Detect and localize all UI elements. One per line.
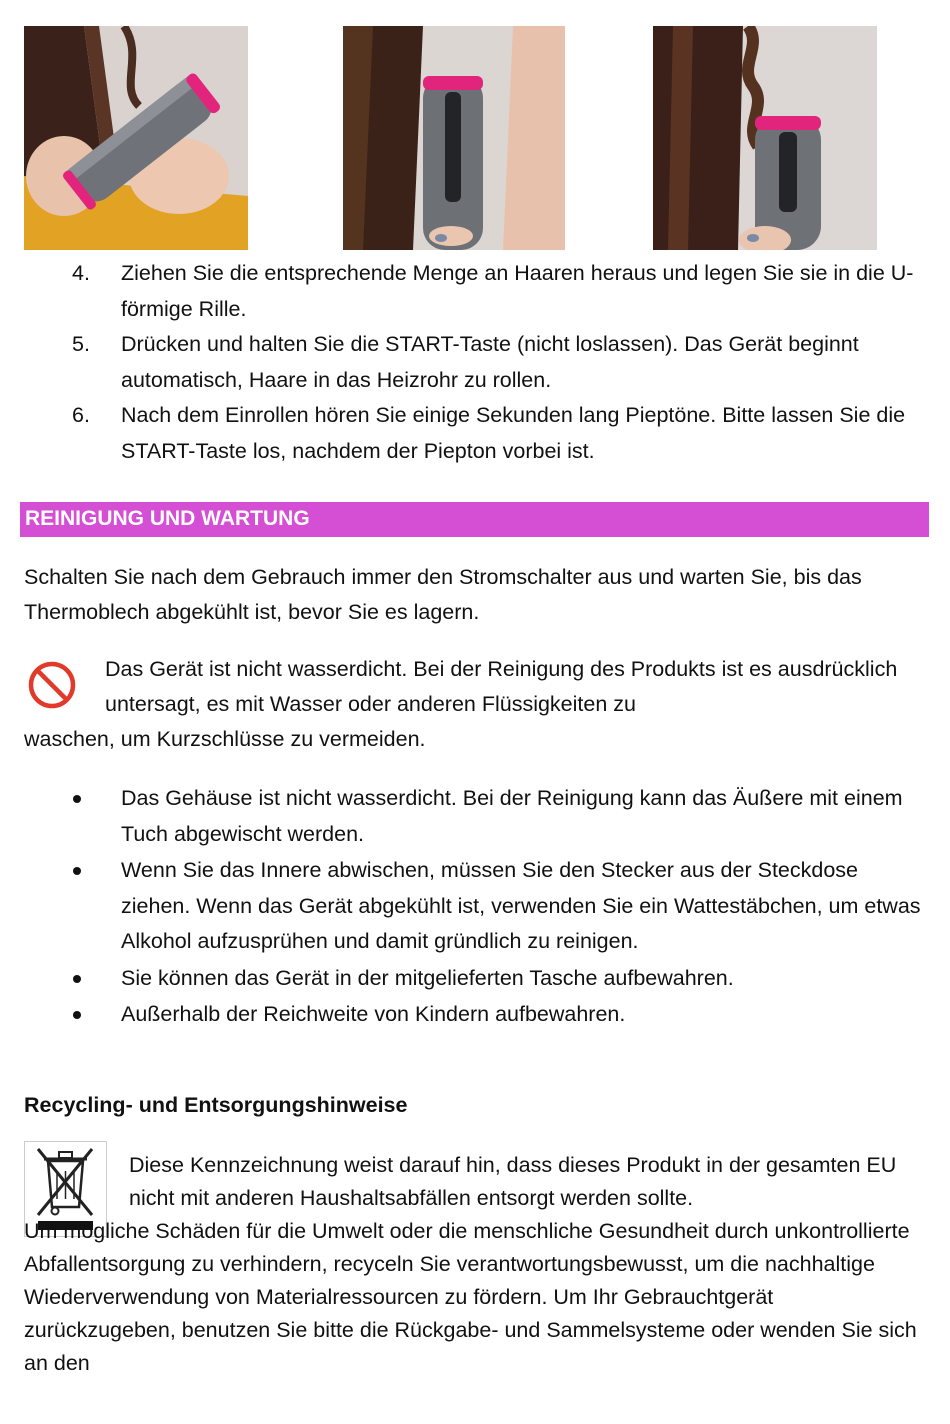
recycling-lead-text: Diese Kennzeichnung weist darauf hin, dass dieses Produkt in der gesamten EU nicht mit anderen Haushaltsabfällen entsorgt werden sollte. <box>129 1153 897 1210</box>
warning-text-line1: Das Gerät ist nicht wasserdicht. Bei der Reinigung des Produkts ist es ausdrücklich untersagt, es mit Wasser oder anderen Flüssigkeiten zu <box>105 657 898 716</box>
step-text: Ziehen Sie die entsprechende Menge an Haaren heraus und legen Sie sie in die U-förmige Rille. <box>121 261 914 321</box>
photo-hair-curler-closeup <box>343 26 565 250</box>
recycling-heading: Recycling- und Entsorgungshinweise <box>24 1093 408 1117</box>
recycling-rest-text: Um mögliche Schäden für die Umwelt oder die menschliche Gesundheit durch unkontrollierte Abfallentsorgung zu verhindern, recyceln Sie verantwortungsbewusst, um die nachhaltige Wiederverwendung von Materialressourcen zu fördern. Um Ihr Gebrauchtgerät zurückzugeben, benutzen Sie bitte die Rückgabe- und Sammelsysteme oder wenden Sie sich an den <box>24 1219 917 1375</box>
warning-paragraph <box>24 652 904 757</box>
photo-hair-curler-insert-hair <box>24 26 248 250</box>
bullet-text: Außerhalb der Reichweite von Kindern aufbewahren. <box>121 1002 626 1026</box>
list-item <box>0 256 921 327</box>
cleaning-bullet-list <box>0 781 950 1034</box>
list-item <box>0 327 921 398</box>
list-item <box>0 781 921 852</box>
photo-hair-curler-curl-result <box>653 26 877 250</box>
step-text: Nach dem Einrollen hören Sie einige Sekunden lang Pieptöne. Bitte lassen Sie die START-Taste los, nachdem der Piepton vorbei ist. <box>121 403 906 463</box>
step-text: Drücken und halten Sie die START-Taste (nicht loslassen). Das Gerät beginnt automatisch, Haare in das Heizrohr zu rollen. <box>121 332 859 392</box>
section-title: REINIGUNG UND WARTUNG <box>25 507 310 530</box>
bullet-dot <box>73 867 81 875</box>
bullet-text: Das Gehäuse ist nicht wasserdicht. Bei der Reinigung kann das Äußere mit einem Tuch abgewischt werden. <box>121 786 903 846</box>
step-number: 6. <box>72 403 90 427</box>
list-item <box>0 961 921 997</box>
steps-list <box>0 256 950 469</box>
bullet-dot <box>73 975 81 983</box>
warning-text-line2: waschen, um Kurzschlüsse zu vermeiden. <box>24 727 426 751</box>
list-item <box>0 853 921 960</box>
step-number: 5. <box>72 332 90 356</box>
bullet-text: Sie können das Gerät in der mitgelieferten Tasche aufbewahren. <box>121 965 734 990</box>
intro-paragraph: Schalten Sie nach dem Gebrauch immer den Stromschalter aus und warten Sie, bis das Thermoblech abgekühlt ist, bevor Sie es lagern. <box>24 565 862 624</box>
list-item <box>0 398 921 469</box>
bullet-dot <box>73 795 81 803</box>
list-item <box>0 997 921 1033</box>
bullet-dot <box>73 1011 81 1019</box>
bullet-text: Wenn Sie das Innere abwischen, müssen Sie den Stecker aus der Steckdose ziehen. Wenn das Gerät abgekühlt ist, verwenden Sie ein Wattestäbchen, um etwas Alkohol aufzusprühen und damit gründlich zu reinigen. <box>121 858 921 953</box>
recycling-paragraph <box>24 1149 919 1380</box>
step-number: 4. <box>72 261 90 285</box>
section-heading-bar <box>20 502 929 537</box>
